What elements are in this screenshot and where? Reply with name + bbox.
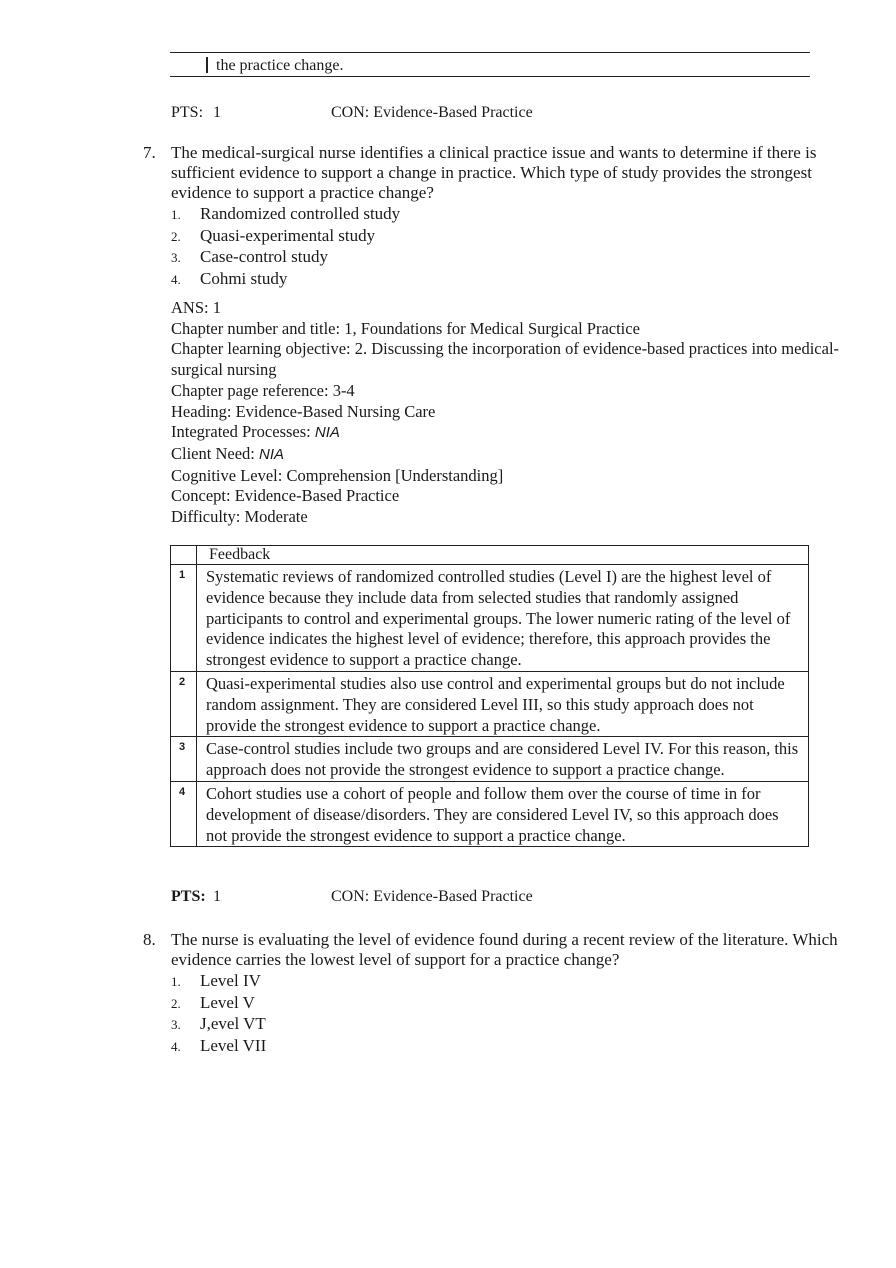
top-rule	[170, 52, 810, 53]
option-item: 3. Case-control study	[171, 247, 328, 266]
question-8-text: The nurse is evaluating the level of evidence found during a recent review of the literature. Which evidence carries the lowest level of support for a practice change?	[171, 930, 838, 969]
question-7-metadata	[171, 298, 843, 528]
text-cursor-mark	[206, 57, 208, 73]
objective-line: Chapter learning objective: 2. Discussing the incorporation of evidence-based practices into medical-surgical nursing	[171, 339, 840, 380]
option-item: 1. Level IV	[171, 971, 261, 990]
difficulty-line: Difficulty: Moderate	[171, 507, 308, 527]
table-row: 1 Systematic reviews of randomized controlled studies (Level I) are the highest level of evidence because they include data from selected studies that randomly assigned participants to control and experimental groups. The lower numeric rating of the level of evidence indicates the highest level of evidence; therefore, this approach provides the strongest evidence to support a practice change.	[171, 565, 809, 672]
question-8-options	[171, 971, 266, 1057]
feedback-header: Feedback	[197, 546, 809, 565]
question-7-options	[171, 204, 400, 290]
answer-line: ANS: 1	[171, 298, 221, 317]
client-need-line: Client Need: NIA	[171, 443, 284, 463]
pts-label: PTS:	[171, 888, 206, 905]
con-label: CON: Evidence-Based Practice	[331, 888, 533, 905]
feedback-header-row	[171, 546, 809, 565]
pts-line-1	[171, 104, 533, 122]
concept-line: Concept: Evidence-Based Practice	[171, 486, 400, 506]
option-item: 4. Level VII	[171, 1035, 267, 1055]
feedback-table	[170, 545, 809, 847]
previous-question-fragment	[170, 55, 810, 77]
integrated-line: Integrated Processes: NIA	[171, 422, 340, 442]
table-row: 3 Case-control studies include two groups and are considered Level IV. For this reason, this approach does not provide the strongest evidence to support a practice change.	[171, 737, 809, 782]
option-item: 2. Quasi-experimental study	[171, 225, 376, 245]
chapter-line: Chapter number and title: 1, Foundations for Medical Surgical Practice	[171, 318, 640, 338]
bottom-rule	[170, 76, 810, 77]
con-label: CON: Evidence-Based Practice	[331, 104, 533, 121]
pts-label: PTS:	[171, 104, 204, 121]
option-item: 2. Level V	[171, 992, 255, 1012]
pts-value: 1	[213, 888, 221, 905]
option-item: 3. J,evel VT	[171, 1014, 266, 1033]
page-ref-line: Chapter page reference: 3-4	[171, 380, 355, 400]
heading-line: Heading: Evidence-Based Nursing Care	[171, 401, 436, 421]
cognitive-line: Cognitive Level: Comprehension [Understanding]	[171, 465, 504, 485]
pts-value: 1	[213, 104, 221, 121]
option-item: 4. Cohmi study	[171, 268, 288, 288]
table-row: 2 Quasi-experimental studies also use control and experimental groups but do not include random assignment. They are considered Level III, so this study approach does not provide the strongest evidence to support a practice change.	[171, 671, 809, 736]
question-7-number: 7.	[143, 143, 156, 162]
fragment-text: the practice change.	[216, 57, 344, 74]
question-8-number: 8.	[143, 930, 156, 949]
question-7-text: The medical-surgical nurse identifies a clinical practice issue and wants to determine if there is sufficient evidence to support a change in practice. Which type of study provides the strongest evidence to support a practice change?	[171, 143, 817, 202]
table-row: 4 Cohort studies use a cohort of people and follow them over the course of time in for development of disease/disorders. They are considered Level IV, so this approach does not provide the strongest evidence to support a practice change.	[171, 781, 809, 846]
pts-line-2	[171, 888, 533, 906]
option-item: 1. Randomized controlled study	[171, 204, 401, 223]
